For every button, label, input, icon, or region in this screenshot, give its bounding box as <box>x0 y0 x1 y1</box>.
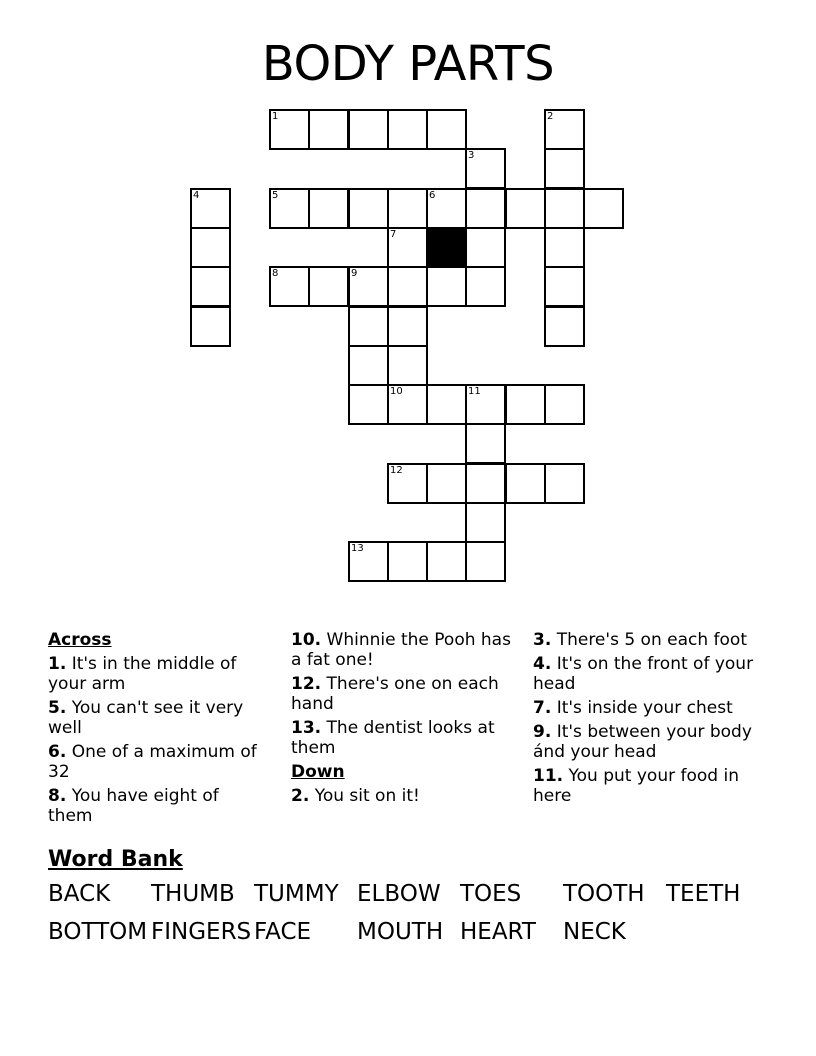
clue-number: 13 <box>351 543 364 554</box>
grid-cell-blocked <box>426 227 467 268</box>
clue-number-label: 4. <box>533 654 552 674</box>
grid-cell[interactable] <box>387 384 428 425</box>
clue-item <box>48 786 268 826</box>
clue-text: It's in the middle of your arm <box>48 654 237 694</box>
clue-item <box>48 654 268 694</box>
word-bank-title: Word Bank <box>48 847 183 872</box>
grid-cell[interactable] <box>269 266 310 307</box>
clue-text: It's inside your chest <box>551 698 733 718</box>
word-bank-word: ELBOW <box>357 881 441 907</box>
grid-cell[interactable] <box>348 109 389 150</box>
grid-cell[interactable] <box>426 188 467 229</box>
grid-cell[interactable] <box>308 188 349 229</box>
clue-item <box>291 786 517 806</box>
across-clue-list-continued <box>291 630 517 758</box>
grid-cell[interactable] <box>544 188 585 229</box>
grid-cell[interactable] <box>465 266 506 307</box>
grid-cell[interactable] <box>465 227 506 268</box>
grid-cell[interactable] <box>308 109 349 150</box>
clue-number: 12 <box>390 465 403 476</box>
grid-cell[interactable] <box>505 463 546 504</box>
grid-cell[interactable] <box>544 384 585 425</box>
grid-cell[interactable] <box>426 109 467 150</box>
clue-number-label: 1. <box>48 654 67 674</box>
clue-text: There's 5 on each foot <box>551 630 747 650</box>
grid-cell[interactable] <box>387 306 428 347</box>
down-clue-list <box>291 786 517 806</box>
word-bank-word: HEART <box>460 919 536 945</box>
clue-number-label: 2. <box>291 786 310 806</box>
grid-cell[interactable] <box>348 188 389 229</box>
grid-cell[interactable] <box>544 266 585 307</box>
clue-text: Whinnie the Pooh has a fat one! <box>291 630 511 670</box>
clue-number-label: 13. <box>291 718 322 738</box>
word-bank-word: TUMMY <box>254 881 339 907</box>
grid-cell[interactable] <box>505 188 546 229</box>
clue-item <box>533 766 763 806</box>
grid-cell[interactable] <box>465 148 506 189</box>
grid-cell[interactable] <box>465 188 506 229</box>
clue-number: 8 <box>272 268 279 279</box>
grid-cell[interactable] <box>387 345 428 386</box>
clues-column-1 <box>48 630 268 830</box>
grid-cell[interactable] <box>387 227 428 268</box>
word-bank-word: FINGERS <box>151 919 252 945</box>
clue-number-label: 12. <box>291 674 322 694</box>
grid-cell[interactable] <box>465 384 506 425</box>
grid-cell[interactable] <box>387 463 428 504</box>
grid-cell[interactable] <box>426 266 467 307</box>
clues-column-3 <box>533 630 763 810</box>
clue-number-label: 8. <box>48 786 67 806</box>
clue-item <box>533 722 763 762</box>
grid-cell[interactable] <box>190 188 231 229</box>
grid-cell[interactable] <box>348 541 389 582</box>
clue-number: 9 <box>351 268 358 279</box>
page-title: BODY PARTS <box>261 36 555 92</box>
clue-item <box>291 718 517 758</box>
clue-number: 7 <box>390 229 397 240</box>
grid-cell[interactable] <box>190 227 231 268</box>
word-bank-word: TOES <box>460 881 522 907</box>
word-bank-word: BOTTOM <box>48 919 148 945</box>
clue-item <box>533 630 763 650</box>
grid-cell[interactable] <box>544 148 585 189</box>
down-heading: Down <box>291 762 345 782</box>
clue-text: One of a maximum of 32 <box>48 742 257 782</box>
grid-cell[interactable] <box>387 109 428 150</box>
grid-cell[interactable] <box>387 188 428 229</box>
grid-cell[interactable] <box>544 227 585 268</box>
clue-item <box>533 654 763 694</box>
grid-cell[interactable] <box>308 266 349 307</box>
grid-cell[interactable] <box>465 463 506 504</box>
grid-cell[interactable] <box>465 502 506 543</box>
grid-cell[interactable] <box>190 266 231 307</box>
grid-cell[interactable] <box>583 188 624 229</box>
word-bank <box>48 880 778 946</box>
grid-cell[interactable] <box>544 109 585 150</box>
clue-number-label: 5. <box>48 698 67 718</box>
clue-number-label: 3. <box>533 630 552 650</box>
grid-cell[interactable] <box>544 463 585 504</box>
clue-text: You have eight of them <box>48 786 219 826</box>
across-clue-list <box>48 654 268 826</box>
clue-number: 3 <box>468 150 475 161</box>
grid-cell[interactable] <box>269 109 310 150</box>
grid-cell[interactable] <box>544 306 585 347</box>
grid-cell[interactable] <box>348 266 389 307</box>
grid-cell[interactable] <box>426 463 467 504</box>
word-bank-word: THUMB <box>151 881 235 907</box>
grid-cell[interactable] <box>348 384 389 425</box>
clue-text: There's one on each hand <box>291 674 499 714</box>
clue-number-label: 6. <box>48 742 67 762</box>
across-heading: Across <box>48 630 112 650</box>
clue-number: 6 <box>429 190 436 201</box>
word-bank-word: FACE <box>254 919 312 945</box>
clue-text: The dentist looks at them <box>291 718 495 758</box>
grid-cell[interactable] <box>269 188 310 229</box>
clue-number-label: 7. <box>533 698 552 718</box>
clue-text: You sit on it! <box>309 786 420 806</box>
word-bank-word: BACK <box>48 881 111 907</box>
clue-item <box>291 630 517 670</box>
grid-cell[interactable] <box>505 384 546 425</box>
grid-cell[interactable] <box>426 541 467 582</box>
word-bank-word: TOOTH <box>563 881 645 907</box>
clue-text: You can't see it very well <box>48 698 244 738</box>
clue-text: It's on the front of your head <box>533 654 754 694</box>
grid-cell[interactable] <box>190 306 231 347</box>
clue-number: 10 <box>390 386 403 397</box>
clue-number-label: 10. <box>291 630 322 650</box>
clue-number-label: 9. <box>533 722 552 742</box>
grid-cell[interactable] <box>348 306 389 347</box>
word-bank-word: TEETH <box>666 881 741 907</box>
clue-number: 1 <box>272 111 279 122</box>
clue-number: 11 <box>468 386 481 397</box>
clues-column-2 <box>291 630 517 810</box>
word-bank-word: MOUTH <box>357 919 444 945</box>
grid-cell[interactable] <box>348 345 389 386</box>
clue-text: It's between your body ánd your head <box>533 722 752 762</box>
grid-cell[interactable] <box>426 384 467 425</box>
clue-item <box>48 698 268 738</box>
down-clue-list-continued <box>533 630 763 806</box>
clue-item <box>48 742 268 782</box>
clue-number: 5 <box>272 190 279 201</box>
clue-number: 4 <box>193 190 200 201</box>
grid-cell[interactable] <box>465 541 506 582</box>
clue-number-label: 11. <box>533 766 564 786</box>
grid-cell[interactable] <box>387 266 428 307</box>
grid-cell[interactable] <box>465 423 506 464</box>
grid-cell[interactable] <box>387 541 428 582</box>
clue-item <box>291 674 517 714</box>
clue-text: You put your food in here <box>533 766 739 806</box>
clue-number: 2 <box>547 111 554 122</box>
clue-item <box>533 698 763 718</box>
word-bank-word: NECK <box>563 919 626 945</box>
